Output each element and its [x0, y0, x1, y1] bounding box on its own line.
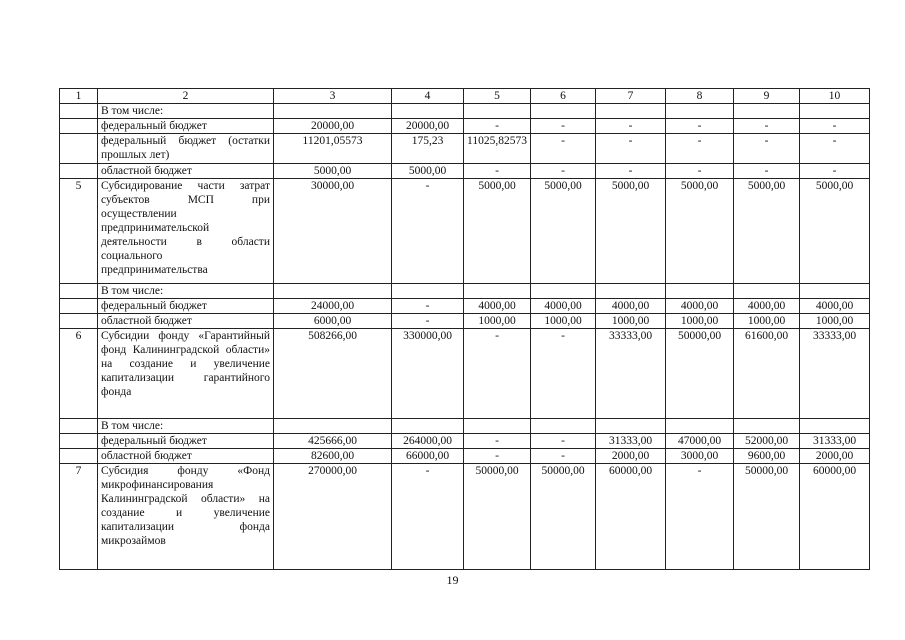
- value-cell: -: [734, 134, 800, 164]
- value-cell: -: [800, 134, 870, 164]
- value-cell: 5000,00: [666, 179, 734, 284]
- row-description: федеральный бюджет (остатки прошлых лет): [98, 134, 274, 164]
- value-cell: [734, 104, 800, 119]
- value-cell: -: [666, 164, 734, 179]
- value-cell: [596, 284, 666, 299]
- value-cell: 264000,00: [392, 434, 464, 449]
- value-cell: 5000,00: [734, 179, 800, 284]
- value-cell: -: [464, 434, 531, 449]
- row-description: областной бюджет: [98, 314, 274, 329]
- row-description: В том числе:: [98, 419, 274, 434]
- value-cell: 20000,00: [274, 119, 392, 134]
- value-cell: -: [734, 164, 800, 179]
- value-cell: 20000,00: [392, 119, 464, 134]
- row-description: В том числе:: [98, 284, 274, 299]
- value-cell: -: [464, 164, 531, 179]
- value-cell: [596, 419, 666, 434]
- header-cell: 9: [734, 89, 800, 104]
- value-cell: [531, 284, 596, 299]
- header-cell: 7: [596, 89, 666, 104]
- value-cell: [464, 284, 531, 299]
- value-cell: 4000,00: [596, 299, 666, 314]
- value-cell: 50000,00: [464, 464, 531, 570]
- value-cell: -: [531, 119, 596, 134]
- row-number: [60, 164, 98, 179]
- header-cell: 1: [60, 89, 98, 104]
- value-cell: 50000,00: [531, 464, 596, 570]
- row-number: [60, 299, 98, 314]
- value-cell: 2000,00: [800, 449, 870, 464]
- value-cell: 82600,00: [274, 449, 392, 464]
- value-cell: -: [531, 434, 596, 449]
- value-cell: -: [596, 164, 666, 179]
- header-cell: 10: [800, 89, 870, 104]
- value-cell: -: [464, 119, 531, 134]
- value-cell: [734, 419, 800, 434]
- value-cell: [800, 104, 870, 119]
- value-cell: 66000,00: [392, 449, 464, 464]
- value-cell: 47000,00: [666, 434, 734, 449]
- value-cell: -: [531, 134, 596, 164]
- row-number: [60, 449, 98, 464]
- value-cell: 11201,05573: [274, 134, 392, 164]
- table-row: [60, 464, 870, 570]
- table-row: [60, 419, 870, 434]
- value-cell: 4000,00: [531, 299, 596, 314]
- row-number: 6: [60, 329, 98, 419]
- value-cell: 1000,00: [800, 314, 870, 329]
- value-cell: 60000,00: [596, 464, 666, 570]
- header-cell: 5: [464, 89, 531, 104]
- value-cell: -: [392, 299, 464, 314]
- table-row: [60, 164, 870, 179]
- value-cell: 50000,00: [666, 329, 734, 419]
- value-cell: -: [531, 164, 596, 179]
- value-cell: [274, 284, 392, 299]
- table-body: [60, 104, 870, 570]
- value-cell: -: [392, 179, 464, 284]
- header-cell: 8: [666, 89, 734, 104]
- row-number: [60, 119, 98, 134]
- row-number: 7: [60, 464, 98, 570]
- row-description: федеральный бюджет: [98, 119, 274, 134]
- value-cell: [392, 104, 464, 119]
- table-row: [60, 179, 870, 284]
- row-number: [60, 104, 98, 119]
- value-cell: 11025,82573: [464, 134, 531, 164]
- table-row: [60, 104, 870, 119]
- value-cell: -: [464, 449, 531, 464]
- value-cell: 9600,00: [734, 449, 800, 464]
- header-cell: 6: [531, 89, 596, 104]
- value-cell: 1000,00: [734, 314, 800, 329]
- row-number: [60, 434, 98, 449]
- value-cell: [392, 419, 464, 434]
- value-cell: 508266,00: [274, 329, 392, 419]
- table-row: [60, 299, 870, 314]
- value-cell: [464, 419, 531, 434]
- value-cell: -: [596, 119, 666, 134]
- budget-table: [59, 88, 870, 570]
- value-cell: 24000,00: [274, 299, 392, 314]
- value-cell: [596, 104, 666, 119]
- page-number: 19: [446, 573, 459, 587]
- header-cell: 4: [392, 89, 464, 104]
- value-cell: 33333,00: [596, 329, 666, 419]
- table-row: [60, 329, 870, 419]
- value-cell: [734, 284, 800, 299]
- header-cell: 3: [274, 89, 392, 104]
- value-cell: 3000,00: [666, 449, 734, 464]
- value-cell: 6000,00: [274, 314, 392, 329]
- value-cell: 4000,00: [464, 299, 531, 314]
- value-cell: 4000,00: [800, 299, 870, 314]
- value-cell: -: [666, 134, 734, 164]
- value-cell: 5000,00: [531, 179, 596, 284]
- table-row: [60, 284, 870, 299]
- value-cell: [531, 419, 596, 434]
- table-row: [60, 314, 870, 329]
- value-cell: 30000,00: [274, 179, 392, 284]
- value-cell: [666, 284, 734, 299]
- value-cell: 2000,00: [596, 449, 666, 464]
- value-cell: -: [800, 119, 870, 134]
- value-cell: [464, 104, 531, 119]
- value-cell: 31333,00: [800, 434, 870, 449]
- header-cell: 2: [98, 89, 274, 104]
- value-cell: [392, 284, 464, 299]
- value-cell: 1000,00: [596, 314, 666, 329]
- value-cell: 5000,00: [274, 164, 392, 179]
- value-cell: -: [666, 119, 734, 134]
- row-description: областной бюджет: [98, 164, 274, 179]
- value-cell: 33333,00: [800, 329, 870, 419]
- value-cell: 5000,00: [392, 164, 464, 179]
- value-cell: [800, 419, 870, 434]
- table-row: [60, 134, 870, 164]
- row-number: [60, 134, 98, 164]
- value-cell: [274, 419, 392, 434]
- value-cell: 61600,00: [734, 329, 800, 419]
- row-description: В том числе:: [98, 104, 274, 119]
- value-cell: 330000,00: [392, 329, 464, 419]
- value-cell: [666, 419, 734, 434]
- row-description: Субсидирование части затрат субъектов МСП при осуществлении предпринимательской деятельности в области социального предпринимательства: [98, 179, 274, 284]
- value-cell: 60000,00: [800, 464, 870, 570]
- value-cell: -: [734, 119, 800, 134]
- value-cell: 5000,00: [800, 179, 870, 284]
- row-description: федеральный бюджет: [98, 299, 274, 314]
- value-cell: -: [464, 329, 531, 419]
- value-cell: 175,23: [392, 134, 464, 164]
- value-cell: 4000,00: [734, 299, 800, 314]
- value-cell: [666, 104, 734, 119]
- row-number: 5: [60, 179, 98, 284]
- value-cell: -: [531, 449, 596, 464]
- value-cell: [531, 104, 596, 119]
- value-cell: -: [666, 464, 734, 570]
- row-number: [60, 284, 98, 299]
- value-cell: 1000,00: [464, 314, 531, 329]
- value-cell: 50000,00: [734, 464, 800, 570]
- value-cell: -: [531, 329, 596, 419]
- value-cell: 52000,00: [734, 434, 800, 449]
- value-cell: [274, 104, 392, 119]
- row-description: областной бюджет: [98, 449, 274, 464]
- value-cell: -: [800, 164, 870, 179]
- table-header-row: [60, 89, 870, 104]
- value-cell: -: [392, 464, 464, 570]
- row-number: [60, 419, 98, 434]
- value-cell: 1000,00: [666, 314, 734, 329]
- row-number: [60, 314, 98, 329]
- value-cell: 425666,00: [274, 434, 392, 449]
- value-cell: 31333,00: [596, 434, 666, 449]
- value-cell: [800, 284, 870, 299]
- row-description: Субсидия фонду «Фонд микрофинансирования Калининградской области» на создание и увеличение капитализации фонда микрозаймов: [98, 464, 274, 570]
- row-description: Субсидии фонду «Гарантийный фонд Калининградской области» на создание и увеличение капитализации гарантийного фонда: [98, 329, 274, 419]
- value-cell: -: [596, 134, 666, 164]
- value-cell: 4000,00: [666, 299, 734, 314]
- table-row: [60, 119, 870, 134]
- value-cell: 1000,00: [531, 314, 596, 329]
- table-row: [60, 434, 870, 449]
- value-cell: -: [392, 314, 464, 329]
- value-cell: 5000,00: [464, 179, 531, 284]
- table-row: [60, 449, 870, 464]
- value-cell: 5000,00: [596, 179, 666, 284]
- value-cell: 270000,00: [274, 464, 392, 570]
- row-description: федеральный бюджет: [98, 434, 274, 449]
